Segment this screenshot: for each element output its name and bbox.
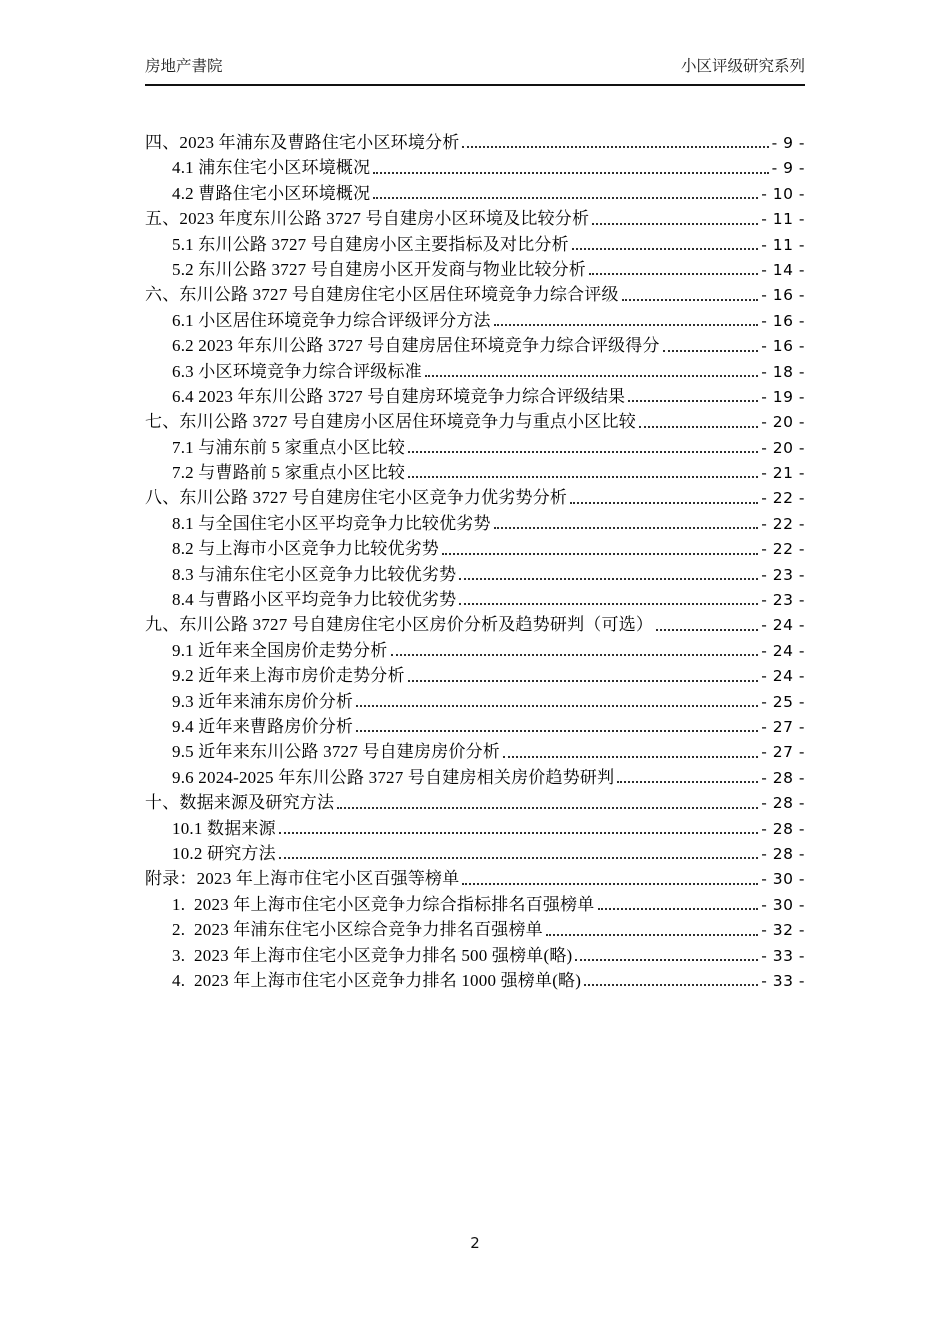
- toc-entry: [145, 331, 805, 356]
- footer-page-number: 2: [470, 1234, 480, 1252]
- leader-dots: [462, 883, 758, 885]
- toc-entry: [145, 864, 805, 889]
- toc-entry-label: 9.3 近年来浦东房价分析: [172, 691, 354, 711]
- leader-dots: [494, 324, 759, 326]
- toc-entry: [145, 890, 805, 915]
- toc-entry-page: - 24 -: [761, 667, 805, 686]
- toc-entry-page: - 32 -: [761, 921, 805, 940]
- leader-dots: [337, 807, 758, 809]
- toc-entry-page: - 28 -: [761, 768, 805, 787]
- leader-dots: [408, 451, 758, 453]
- leader-dots: [494, 527, 759, 529]
- leader-dots: [391, 654, 759, 656]
- leader-dots: [356, 705, 758, 707]
- toc-entry-page: - 28 -: [761, 794, 805, 813]
- leader-dots: [459, 578, 758, 580]
- leader-dots: [279, 857, 758, 859]
- toc-entry-label: 附录：2023 年上海市住宅小区百强等榜单: [145, 869, 460, 889]
- toc-entry: [145, 458, 805, 483]
- leader-dots: [570, 502, 758, 504]
- toc-entry-label: 9.4 近年来曹路房价分析: [172, 716, 354, 736]
- leader-dots: [408, 476, 758, 478]
- toc-entry: [145, 687, 805, 712]
- leader-dots: [617, 781, 758, 783]
- leader-dots: [589, 273, 758, 275]
- toc-entry-page: - 16 -: [761, 337, 805, 356]
- toc-entry-label: 4.2 曹路住宅小区环境概况: [172, 183, 371, 203]
- toc-entry-page: - 33 -: [761, 971, 805, 990]
- toc-entry-label: 8.4 与曹路小区平均竞争力比较优劣势: [172, 590, 457, 610]
- leader-dots: [622, 299, 759, 301]
- leader-dots: [373, 172, 768, 174]
- toc-entry-label: 六、东川公路 3727 号自建房住宅小区居住环境竞争力综合评级: [145, 285, 619, 305]
- toc-entry: [145, 737, 805, 762]
- toc-list: [145, 128, 805, 991]
- toc-entry: [145, 255, 805, 280]
- leader-dots: [462, 146, 768, 148]
- toc-entry-page: - 14 -: [761, 260, 805, 279]
- toc-entry-page: - 30 -: [761, 895, 805, 914]
- toc-entry: [145, 534, 805, 559]
- leader-dots: [572, 248, 758, 250]
- leader-dots: [408, 680, 759, 682]
- toc-entry-label: 七、东川公路 3727 号自建房小区居住环境竞争力与重点小区比较: [145, 412, 636, 432]
- leader-dots: [575, 959, 758, 961]
- toc-entry-label: 5.1 东川公路 3727 号自建房小区主要指标及对比分析: [172, 234, 569, 254]
- toc-entry-page: - 28 -: [761, 844, 805, 863]
- toc-entry-page: - 24 -: [761, 641, 805, 660]
- toc-entry: [145, 636, 805, 661]
- toc-entry-label: 7.1 与浦东前 5 家重点小区比较: [172, 437, 406, 457]
- toc-entry: [145, 280, 805, 305]
- toc-entry-label: 6.1 小区居住环境竞争力综合评级评分方法: [172, 310, 491, 330]
- toc-entry-label: 九、东川公路 3727 号自建房住宅小区房价分析及趋势研判（可选）: [145, 615, 654, 635]
- toc-entry-page: - 24 -: [761, 616, 805, 635]
- toc-entry-label: 6.4 2023 年东川公路 3727 号自建房环境竞争力综合评级结果: [172, 386, 626, 406]
- toc-entry: [145, 433, 805, 458]
- toc-entry-label: 2. 2023 年浦东住宅小区综合竞争力排名百强榜单: [172, 920, 543, 940]
- toc-entry-page: - 21 -: [761, 464, 805, 483]
- toc-entry-page: - 16 -: [761, 286, 805, 305]
- toc-entry-page: - 9 -: [771, 134, 805, 152]
- toc-entry: [145, 306, 805, 331]
- toc-entry: [145, 712, 805, 737]
- toc-entry: [145, 483, 805, 508]
- toc-entry-page: - 9 -: [771, 159, 805, 178]
- toc-entry: [145, 941, 805, 966]
- toc-entry-label: 3. 2023 年上海市住宅小区竞争力排名 500 强榜单(略): [172, 945, 573, 965]
- toc-entry-label: 6.3 小区环境竞争力综合评级标准: [172, 361, 422, 381]
- toc-entry-label: 9.5 近年来东川公路 3727 号自建房房价分析: [172, 742, 500, 762]
- toc-entry: [145, 407, 805, 432]
- page-header: [145, 58, 805, 86]
- toc-entry-page: - 22 -: [761, 489, 805, 508]
- toc-entry-page: - 27 -: [761, 717, 805, 736]
- toc-entry-label: 8.1 与全国住宅小区平均竞争力比较优劣势: [172, 513, 491, 533]
- toc-entry-label: 8.3 与浦东住宅小区竞争力比较优劣势: [172, 564, 457, 584]
- leader-dots: [628, 400, 758, 402]
- header-left-text: 房地产書院: [145, 58, 223, 75]
- leader-dots: [546, 934, 758, 936]
- leader-dots: [656, 629, 758, 631]
- toc-entry-page: - 33 -: [761, 946, 805, 965]
- toc-entry: [145, 814, 805, 839]
- leader-dots: [279, 832, 758, 834]
- toc-entry-page: - 23 -: [761, 591, 805, 610]
- toc-entry-label: 十、数据来源及研究方法: [145, 793, 335, 813]
- toc-entry-label: 7.2 与曹路前 5 家重点小区比较: [172, 463, 406, 483]
- toc-entry-label: 4. 2023 年上海市住宅小区竞争力排名 1000 强榜单(略): [172, 970, 582, 990]
- toc-entry-label: 9.2 近年来上海市房价走势分析: [172, 666, 405, 686]
- leader-dots: [592, 223, 758, 225]
- toc-entry-label: 四、2023 年浦东及曹路住宅小区环境分析: [145, 133, 460, 152]
- toc-entry-page: - 25 -: [761, 692, 805, 711]
- leader-dots: [639, 426, 758, 428]
- toc-entry-page: - 16 -: [761, 311, 805, 330]
- toc-entry-page: - 20 -: [761, 438, 805, 457]
- toc-entry-page: - 19 -: [761, 387, 805, 406]
- toc-entry-label: 八、东川公路 3727 号自建房住宅小区竞争力优劣势分析: [145, 488, 568, 508]
- toc-entry-page: - 20 -: [761, 413, 805, 432]
- leader-dots: [598, 908, 759, 910]
- toc-entry-label: 6.2 2023 年东川公路 3727 号自建房居住环境竞争力综合评级得分: [172, 336, 660, 356]
- toc-entry: [145, 509, 805, 534]
- toc-entry: [145, 153, 805, 178]
- toc-entry-label: 8.2 与上海市小区竞争力比较优劣势: [172, 539, 440, 559]
- toc-entry: [145, 128, 805, 153]
- leader-dots: [356, 730, 758, 732]
- toc-entry: [145, 839, 805, 864]
- toc-entry-label: 10.2 研究方法: [172, 843, 276, 863]
- leader-dots: [584, 984, 758, 986]
- leader-dots: [503, 756, 758, 758]
- toc-entry: [145, 382, 805, 407]
- header-right-text: 小区评级研究系列: [680, 58, 805, 75]
- toc-entry-label: 10.1 数据来源: [172, 818, 276, 838]
- toc-entry-label: 4.1 浦东住宅小区环境概况: [172, 158, 371, 178]
- toc-entry-label: 5.2 东川公路 3727 号自建房小区开发商与物业比较分析: [172, 259, 586, 279]
- toc-entry: [145, 179, 805, 204]
- toc-entry-page: - 27 -: [761, 743, 805, 762]
- toc-entry-page: - 23 -: [761, 565, 805, 584]
- toc-entry: [145, 788, 805, 813]
- leader-dots: [425, 375, 758, 377]
- toc-entry: [145, 204, 805, 229]
- toc-entry-page: - 11 -: [761, 210, 805, 229]
- toc-entry: [145, 661, 805, 686]
- toc-entry-page: - 11 -: [761, 235, 805, 254]
- toc-entry-page: - 18 -: [761, 362, 805, 381]
- toc-entry: [145, 763, 805, 788]
- leader-dots: [663, 350, 759, 352]
- toc-entry: [145, 966, 805, 991]
- toc-entry-page: - 22 -: [761, 540, 805, 559]
- toc-entry: [145, 610, 805, 635]
- toc-entry-label: 五、2023 年度东川公路 3727 号自建房小区环境及比较分析: [145, 209, 590, 229]
- toc-entry-label: 9.6 2024-2025 年东川公路 3727 号自建房相关房价趋势研判: [172, 767, 615, 787]
- toc-entry-page: - 10 -: [761, 184, 805, 203]
- toc-entry: [145, 357, 805, 382]
- leader-dots: [373, 197, 758, 199]
- toc-entry-page: - 28 -: [761, 819, 805, 838]
- toc-entry: [145, 230, 805, 255]
- toc-entry-page: - 22 -: [761, 514, 805, 533]
- leader-dots: [459, 603, 758, 605]
- toc-entry: [145, 915, 805, 940]
- toc-entry-page: - 30 -: [761, 870, 805, 889]
- toc-entry: [145, 560, 805, 585]
- toc-entry-label: 1. 2023 年上海市住宅小区竞争力综合指标排名百强榜单: [172, 894, 595, 914]
- toc-entry: [145, 585, 805, 610]
- leader-dots: [442, 553, 758, 555]
- toc-entry-label: 9.1 近年来全国房价走势分析: [172, 640, 388, 660]
